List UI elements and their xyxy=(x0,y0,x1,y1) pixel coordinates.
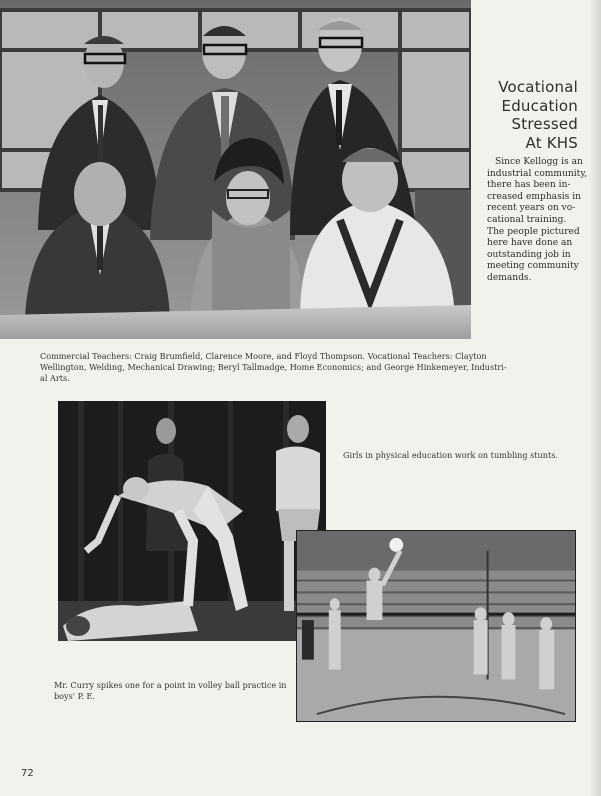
intro-line: there has been in- xyxy=(487,180,571,191)
intro-line: outstanding job in xyxy=(487,249,571,260)
girls-caption xyxy=(343,450,558,461)
caption-line: Commercial Teachers: Craig Brumfield, Clarence Moore, and Floyd Thompson. Vocational Teachers: Clayton xyxy=(40,351,487,361)
page-edge-shadow xyxy=(589,0,601,796)
caption-line: Wellington, Welding, Mechanical Drawing; Beryl Tallmadge, Home Economics; and George Hinkemeyer, Industri- xyxy=(40,362,507,372)
intro-line: here have done an xyxy=(487,238,573,249)
heading-line: At KHS xyxy=(525,133,578,152)
page-number: 72 xyxy=(21,768,34,779)
intro-line: cational training. xyxy=(487,214,567,225)
intro-line: industrial community, xyxy=(487,168,588,179)
intro-line: recent years on vo- xyxy=(487,203,576,214)
tumbling-photo xyxy=(58,401,326,641)
article-heading xyxy=(478,78,578,152)
intro-paragraph xyxy=(487,157,591,285)
intro-line: meeting community xyxy=(487,261,579,272)
intro-line: The people pictured xyxy=(487,226,580,237)
intro-line: creased emphasis in xyxy=(487,191,582,202)
caption-line: Mr. Curry spikes one for a point in volley ball practice in xyxy=(54,680,287,690)
curry-caption xyxy=(54,680,286,702)
heading-line: Vocational xyxy=(498,78,578,96)
caption-line: boys' P. E. xyxy=(54,691,96,701)
heading-line: Stressed xyxy=(511,115,578,133)
intro-line: demands. xyxy=(487,272,532,283)
caption-line: Girls in physical education work on tumbling stunts. xyxy=(343,450,558,460)
caption-line: al Arts. xyxy=(40,373,70,383)
heading-line: Education xyxy=(501,96,578,115)
teachers-group-photo xyxy=(0,0,471,339)
intro-line: Since Kellogg is an xyxy=(495,157,583,167)
volleyball-photo xyxy=(296,530,576,722)
teachers-caption xyxy=(40,351,507,384)
